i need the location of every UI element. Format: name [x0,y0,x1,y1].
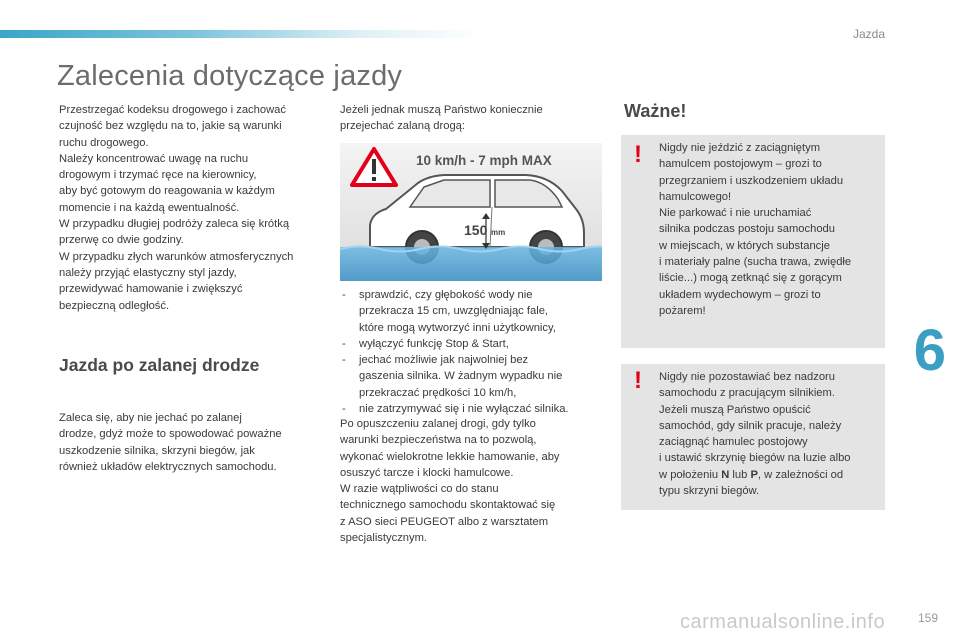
text-line: Nigdy nie jeździć z zaciągniętym [659,142,821,154]
text-line: W przypadku długiej podróży zaleca się krótką [59,218,290,231]
flooded-road-steps [340,287,602,417]
text-line: aby być gotowym do reagowania w każdym [59,185,275,198]
text-line: samochód, gdy silnik pracuje, należy [659,419,842,432]
section-label: Jazda [852,27,885,41]
list-marker: - [342,403,346,416]
depth-unit: mm [491,228,506,237]
flooded-road-illustration [340,143,602,281]
list-item [340,336,602,352]
page-title: Zalecenia dotyczące jazdy [57,60,403,92]
warning-note-parking-brake [621,135,885,348]
watermark: carmanualsonline.info [680,611,886,633]
flooded-road-intro [340,102,590,135]
text-line: czujność bez względu na to, jakie są warunki [59,120,282,133]
after-flood-paragraph [340,416,602,546]
text-line: Jeżeli muszą Państwo opuścić [659,403,811,416]
text-line: Nigdy nie pozostawiać bez nadzoru [659,371,835,383]
text-line: drogowym i trzymać ręce na kierownicy, [59,169,257,182]
list-item [340,352,602,401]
text-line: przerwę co dwie godziny. [59,234,184,247]
warning-note-text: Nigdy nie pozostawiać bez nadzoru samochodu z pracującym silnikiem. Jeżeli muszą Państwo opuścić samochód, gdy silnik pracuje, należy zaciągnąć hamulec postojowy i ustawić skrzynię biegów na luzie albo w położeniu N lub P, w zależności od typu skrzyni biegów. [659,369,879,499]
exclamation-icon: ! [634,141,642,168]
text-line: technicznego samochodu skontaktować się [340,499,556,512]
page-number: 159 [917,611,938,625]
text-line: liście...) mogą zetknąć się z gorącym [659,272,842,285]
text-line: hamulcem postojowym – grozi to [659,158,822,171]
text-line: wykonać wielokrotne lekkie hamowanie, aby [340,450,560,463]
text-line: przewidywać hamowanie i zwiększyć [59,283,243,296]
text-line: przekracza 15 cm, uwzględniając fale, [359,305,549,318]
flooded-road-heading: Jazda po zalanej drodze [59,355,260,375]
text-line: zaciągnąć hamulec postojowy [659,436,808,449]
text-line: uszkodzenie silnika, skrzyni biegów, jak [59,444,255,457]
text-line: które mogą wytworzyć inni użytkownicy, [359,321,556,334]
text-line: warunki bezpieczeństwa na to pozwolą, [340,434,537,447]
text-line: przejechać zalaną drogą: [340,120,466,133]
text-line: Zaleca się, aby nie jechać po zalanej [59,412,242,424]
list-marker: - [342,289,346,301]
text-line: przegrzaniem i uszkodzeniem układu [659,174,844,187]
text-line: momencie i na każdą ewentualność. [59,201,240,214]
header-accent-bar [0,30,480,38]
text-line: gaszenia silnika. W żadnym wypadku nie [359,370,563,383]
text-line: drodze, gdyż może to spowodować poważne [59,428,282,441]
list-item [340,401,602,417]
text-line: bezpieczną odległość. [59,299,170,312]
text-line: ruchu drogowego. [59,136,149,149]
warning-note-text [659,140,879,319]
text-line: W przypadku złych warunków atmosferycznych [59,250,294,263]
text-line: należy przyjąć elastyczny styl jazdy, [59,266,237,279]
text-line: silnika podczas postoju samochodu [659,223,835,236]
chapter-number: 6 [913,318,946,383]
text-line: samochodu z pracującym silnikiem. [659,387,835,400]
warning-note-engine-running [621,364,885,510]
text-line: Należy koncentrować uwagę na ruchu [59,152,249,165]
text-line: W razie wątpliwości co do stanu [340,483,499,496]
text-line: układem wydechowym – grozi to [659,288,821,301]
text-line: Nie parkować i nie uruchamiać [659,207,812,220]
speed-limit-label: 10 km/h - 7 mph MAX [416,153,552,168]
text-line: nie zatrzymywać się i nie wyłączać silnika. [359,403,569,416]
text-line: pożarem! [659,304,706,317]
text-line: Jeżeli jednak muszą Państwo koniecznie [340,104,543,116]
text-line: z ASO sieci PEUGEOT albo z warsztatem [340,515,549,528]
text-line: przekraczać prędkości 10 km/h, [359,386,517,399]
text-line: specjalistycznym. [340,532,428,545]
note2-gear-line: w położeniu N lub P, w zależności od [659,468,844,481]
intro-paragraph [59,102,324,314]
flooded-road-paragraph [59,410,324,475]
text-line: Po opuszczeniu zalanej drogi, gdy tylko [340,418,536,430]
text-line: wyłączyć funkcję Stop & Start, [359,337,509,350]
text-line: i ustawić skrzynię biegów na luzie albo [659,452,851,465]
important-heading: Ważne! [624,101,687,121]
text-line: osuszyć tarcze i klocki hamulcowe. [340,466,514,479]
text-line: Przestrzegać kodeksu drogowego i zachować [59,104,286,116]
list-marker: - [342,337,346,350]
text-line: sprawdzić, czy głębokość wody nie [359,289,533,301]
text-line: również układów elektrycznych samochodu. [59,460,277,473]
exclamation-icon: ! [634,367,642,394]
text-line: w miejscach, w których substancje [659,239,830,252]
list-item [340,287,602,336]
text-line: hamulcowego! [659,190,732,203]
list-marker: - [342,354,346,367]
text-line: i materiały palne (sucha trawa, zwiędłe [659,256,852,269]
depth-value: 150 [464,222,488,238]
text-line: jechać możliwie jak najwolniej bez [359,354,529,367]
